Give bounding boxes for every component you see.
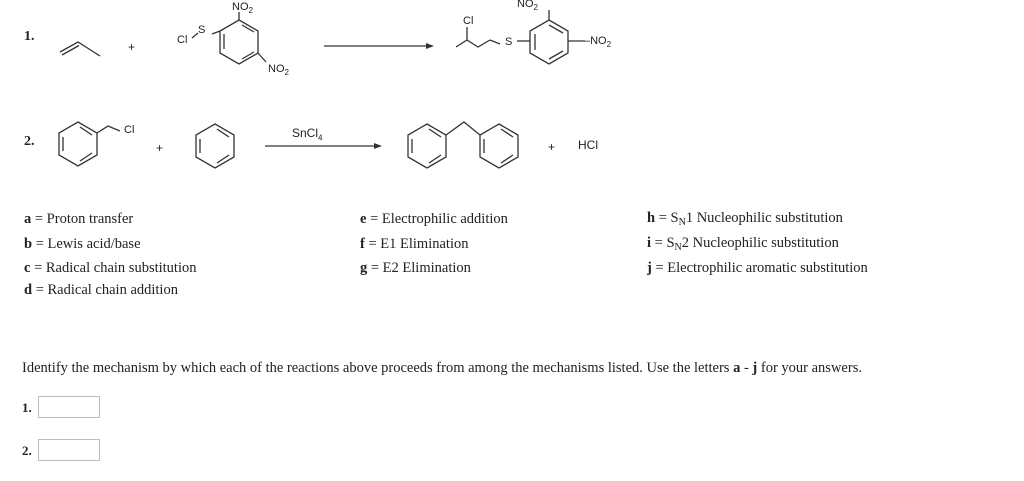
reaction-2-number: 2. <box>24 134 35 149</box>
mechanism-d: d = Radical chain addition <box>24 282 178 298</box>
mechanism-g: g = E2 Elimination <box>360 260 471 276</box>
product-no2-top-label: $NO_2$ <box>517 0 538 13</box>
benzyl-cl-label: Cl <box>124 124 135 136</box>
answer-2-input[interactable] <box>38 439 100 461</box>
reaction-2-arrow-head <box>374 143 382 149</box>
product-cl-label: Cl <box>463 15 474 27</box>
nitrophenylsulfenyl-chloride-structure <box>192 12 266 64</box>
reagent-sncl4: SnCl$_4$ <box>292 126 323 143</box>
benzene-structure <box>196 124 234 168</box>
mechanism-b: b = Lewis acid/base <box>24 236 141 252</box>
reaction-1-number: 1. <box>24 29 35 44</box>
reactant-no2-bottom-label: $NO_2$ <box>268 63 289 78</box>
reaction-1-arrow-head <box>426 43 434 49</box>
mechanism-a: a = Proton transfer <box>24 211 134 227</box>
answer-1-input[interactable] <box>38 396 100 418</box>
reactant-no2-top-label: $NO_2$ <box>232 1 253 16</box>
reactant-cl-label: Cl <box>177 34 188 46</box>
mechanism-i: $i = S_N2$ Nucleophilic substitution <box>647 235 839 253</box>
mechanism-c: c = Radical chain substitution <box>24 260 197 276</box>
byproduct-hcl: HCl <box>578 138 598 152</box>
benzyl-chloride-structure <box>59 122 120 166</box>
reactant-s-label: S <box>198 24 206 36</box>
diphenylmethane-structure <box>408 122 518 168</box>
reaction-1-plus: + <box>128 40 136 54</box>
propene-structure <box>60 42 100 56</box>
answer-2-label: 2. <box>22 443 32 458</box>
reaction-2-plus-2: + <box>548 140 556 154</box>
instructions: Identify the mechanism by which each of the reactions above proceeds from among the mechanisms listed. Use the letters a - j for your answers. <box>22 360 862 376</box>
mechanism-f: f = E1 Elimination <box>360 236 469 252</box>
reaction-2-plus: + <box>156 141 164 155</box>
product-s-label: S <box>505 36 513 48</box>
product-1-structure <box>456 10 585 64</box>
mechanism-h: $h = S_N1$ Nucleophilic substitution <box>647 210 843 228</box>
mechanism-j: j = Electrophilic aromatic substitution <box>647 260 868 276</box>
answer-1-label: 1. <box>22 400 32 415</box>
product-no2-right-label: $-NO_2$ <box>584 35 612 50</box>
mechanism-e: e = Electrophilic addition <box>360 211 508 227</box>
